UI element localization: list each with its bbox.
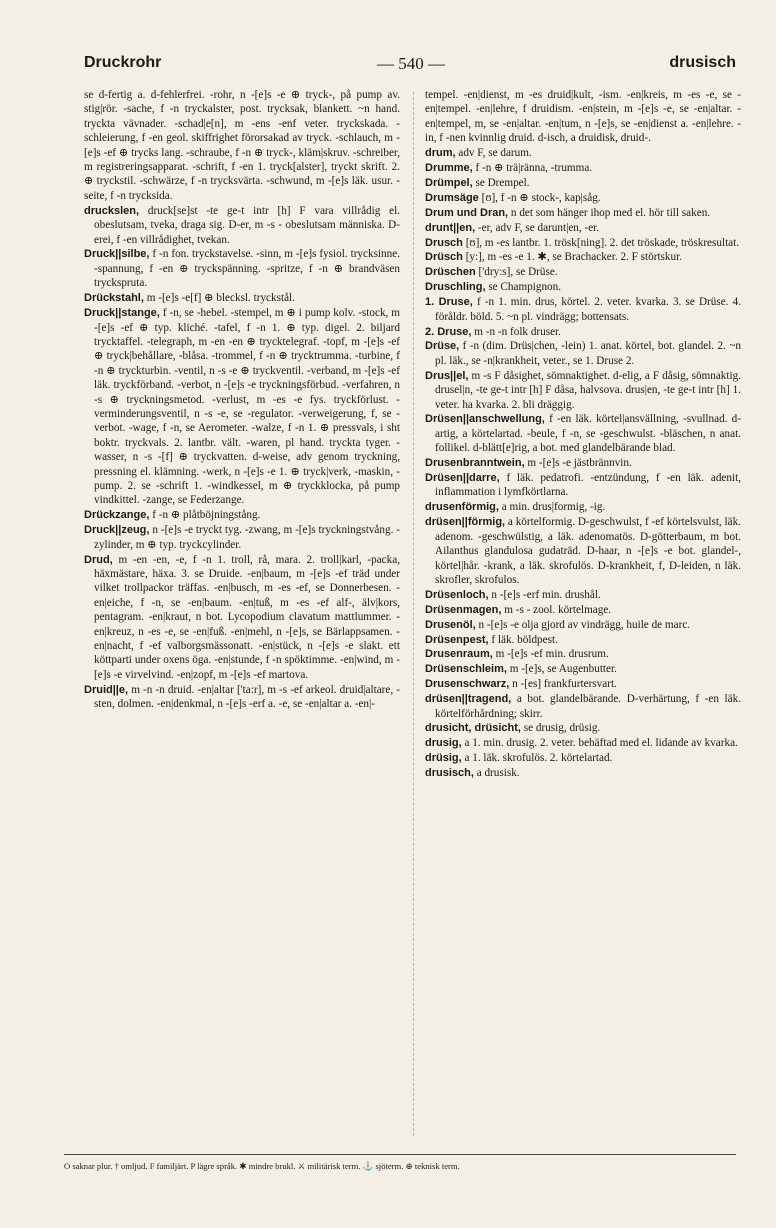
dictionary-entry	[425, 588, 741, 602]
dictionary-entry	[84, 306, 400, 508]
entry-headword: Druck||silbe,	[84, 248, 150, 261]
entry-definition: m -n -n folk druser.	[474, 325, 561, 338]
entry-headword: Drus||el,	[425, 369, 469, 382]
entry-definition: a min. drus|formig, -ig.	[501, 501, 606, 514]
entry-definition: f -n fon. tryckstavelse. -sinn, m -[e]s fysiol. trycksinne. -spannung, f -en ⊕ tryckspänning. -spritze, f -n ⊕ brandväsen tryckspruta.	[94, 248, 400, 290]
entry-definition: m -s F dåsighet, sömnaktighet. d-elig, a F dåsig, sömnaktig. drusel|n, -te ge-t intr [h] F dåsa, halvsova. drus|en, -te ge-t intr [h] 1. veter. ha kvarka. 2. bli dräggig.	[435, 369, 741, 411]
entry-definition: a bot. glandelbärande. D-verhärtung, f -en läk. körtelförhårdning; skirr.	[435, 693, 741, 720]
entry-headword: Drusenraum,	[425, 648, 493, 661]
entry-definition: m -[e]s -e[f] ⊕ blecksl. tryckstål.	[146, 292, 295, 305]
entry-headword: Drückzange,	[84, 509, 150, 522]
page-number: — 540 —	[377, 54, 445, 73]
entry-headword: 1. Druse,	[425, 296, 473, 309]
entry-headword: drusicht, drüsicht,	[425, 722, 521, 735]
entry-headword: drusenförmig,	[425, 501, 499, 514]
entry-definition: f -n ⊕ trä|ränna, -trumma.	[475, 162, 593, 175]
dictionary-entry	[425, 88, 741, 146]
entry-definition: m -[e]s -ef min. drusrum.	[495, 648, 609, 661]
entry-definition: m -[e]s -e jästbrännvin.	[527, 457, 632, 470]
abbreviation-legend: O saknar plur. † omljud. F familjärt. P lägre språk. ✱ mindre brukl. ⚔ militärisk term. ⚓ sjöterm. ⊕ teknisk term.	[64, 1161, 460, 1171]
dictionary-entry	[425, 146, 741, 160]
dictionary-entry	[425, 633, 741, 647]
entry-definition: f -n (dim. Drüs|chen, -lein) 1. anat. körtel, bot. glandel. 2. ~n pl. läk., se -n|krankheit, veter., se 1. Druse 2.	[435, 340, 741, 367]
entry-headword: Drusenbranntwein,	[425, 457, 525, 470]
dictionary-entry	[84, 523, 400, 552]
entry-headword: Druid||e,	[84, 683, 129, 696]
entry-headword: Drumme,	[425, 162, 473, 175]
dictionary-entry	[425, 176, 741, 190]
entry-definition: n -[es] frankfurtersvart.	[512, 678, 617, 691]
dictionary-entry	[425, 412, 741, 455]
dictionary-entry	[84, 508, 400, 522]
entry-headword: drunt||en,	[425, 221, 476, 234]
dictionary-entry	[425, 618, 741, 632]
entry-definition: -er, adv F, se darunt|en, -er.	[477, 221, 600, 234]
entry-headword: Drückstahl,	[84, 292, 144, 305]
entry-headword: Drüsenpest,	[425, 633, 489, 646]
entry-definition: [ʊ], f -n ⊕ stock-, kap|såg.	[481, 191, 601, 204]
dictionary-entry	[425, 603, 741, 617]
dictionary-entry	[425, 369, 741, 412]
dictionary-entry	[425, 736, 741, 750]
dictionary-entry	[425, 191, 741, 205]
entry-headword: drum,	[425, 147, 456, 160]
entry-headword: Druschling,	[425, 281, 486, 294]
dictionary-entry	[425, 250, 741, 264]
entry-headword: drusisch,	[425, 767, 474, 780]
dictionary-entry	[84, 291, 400, 305]
entry-headword: Drüsen||darre,	[425, 472, 500, 485]
entry-headword: Drum und Dran,	[425, 206, 509, 219]
entry-definition: a 1. min. drusig. 2. veter. behäftad med el. lidande av kvarka.	[464, 737, 738, 750]
entry-definition: se drusig, drüsig.	[523, 722, 601, 735]
entry-headword: 2. Druse,	[425, 325, 472, 338]
dictionary-entry	[84, 88, 400, 203]
entry-headword: Drümpel,	[425, 176, 473, 189]
entry-headword: Drumsäge	[425, 191, 479, 204]
entry-definition: f -n 1. min. drus, körtel. 2. veter. kvarka. 3. se Drüse. 4. föråldr. böld. 5. ~n pl. vindrägg; bottensats.	[435, 296, 741, 323]
dictionary-entry	[425, 751, 741, 765]
dictionary-entry	[425, 221, 741, 235]
entry-headword: Drüse,	[425, 340, 460, 353]
entry-definition: ['dry:s], se Drüse.	[478, 266, 558, 279]
entry-headword: Drüsenschleim,	[425, 663, 507, 676]
page-header	[84, 54, 736, 84]
dictionary-entry	[84, 204, 400, 247]
entry-definition: f läk. böldpest.	[491, 633, 558, 646]
left-column	[84, 88, 400, 1148]
entry-headword: Druck||zeug,	[84, 524, 150, 537]
dictionary-entry	[425, 325, 741, 339]
entry-headword: Druck||stange,	[84, 307, 160, 320]
entry-definition: se Champignon.	[488, 281, 562, 294]
dictionary-entry	[84, 247, 400, 290]
dictionary-entry	[425, 677, 741, 691]
entry-definition: n det som hänger ihop med el. hör till saken.	[510, 206, 711, 219]
dictionary-entry	[84, 683, 400, 712]
dictionary-entry	[425, 647, 741, 661]
dictionary-entry	[425, 295, 741, 324]
entry-headword: Drüsch	[425, 251, 463, 264]
dictionary-entry	[425, 471, 741, 500]
entry-definition: m -s - zool. körtelmage.	[504, 603, 612, 616]
entry-headword: Drüsen||anschwellung,	[425, 413, 545, 426]
entry-definition: f läk. pedatrofi. -entzündung, f -en läk. adenit, inflammation i lymfkörtlarna.	[435, 472, 741, 499]
entry-headword: Drusenöl,	[425, 618, 476, 631]
entry-definition: se Drempel.	[475, 176, 530, 189]
entry-definition: a drusisk.	[476, 767, 520, 780]
footer-rule	[64, 1154, 736, 1155]
dictionary-entry	[425, 721, 741, 735]
entry-definition: n -[e]s -e tryckt tyg. -zwang, m -[e]s tryckningstvång. -zylinder, m ⊕ typ. tryckcylinder.	[94, 524, 400, 551]
header-last-entry: drusisch	[669, 54, 736, 71]
entry-headword: drüsen||förmig,	[425, 516, 506, 529]
dictionary-entry	[425, 280, 741, 294]
dictionary-entry	[425, 662, 741, 676]
entry-headword: druckslen,	[84, 204, 140, 217]
dictionary-entry	[425, 236, 741, 250]
dictionary-entry	[425, 456, 741, 470]
entry-definition: adv F, se darum.	[458, 147, 532, 160]
entry-definition: f -n, se -hebel. -stempel, m ⊕ i pump kolv. -stock, m -[e]s -ef ⊕ typ. kliché. -tafel, f -n 1. ⊕ typ. digel. 2. biljard trycktaffel. -telegraph, m -en -en ⊕ trycktelegraf. -topf, m -[e]s -ef ⊕ tryck|behållare, -blåsa. -trommel, f -n ⊕ trycktrumma. -turbine, f -n ⊕ tryckturbin. -ventil, n -s -e ⊕ tryckventil. -verband, m -[e]s -ef läk. tryckförband. -verbot, n -[e]s -e tryckningsförbud. -verfahren, n -s ⊕ tryckningsmetod. -verlust, m -es -e fys. tryckförlust. -verminderungsventil, n -s -e, se -regulator. -verweigerung, f, se -verbot. -wage, f -n, se Aerometer. -walze, f -n 1. ⊕ pressvals, i sht boktr. tryckvals. 2. lantbr. vält. -waren, pl hand. tryckta tyger. -wasser, n -s -[f] ⊕ tryckvatten. d-weise, adv genom tryckning, pressning el. klämning. -werk, n -[e]s -e 1. ⊕ tryck|verk, -maskin, -pump. 2. se -schrift 1. -windkessel, m ⊕ tryckklocka, på pump vindkittel. -zange, se Federzange.	[94, 307, 400, 507]
entry-headword: drusig,	[425, 737, 462, 750]
dictionary-entry	[425, 265, 741, 279]
entry-headword: drüsig,	[425, 752, 462, 765]
entry-headword: Drusch	[425, 236, 463, 249]
dictionary-entry	[425, 515, 741, 587]
dictionary-entry	[425, 500, 741, 514]
entry-headword: Drüsenmagen,	[425, 603, 502, 616]
right-column	[425, 88, 741, 1148]
entry-definition: n -[e]s -erf min. drushål.	[491, 588, 601, 601]
entry-definition: [y:], m -es -e 1. ✱, se Brachacker. 2. F störtskur.	[465, 251, 682, 264]
entry-headword: Drüschen	[425, 266, 476, 279]
entry-definition: m -[e]s, se Augenbutter.	[509, 663, 617, 676]
dictionary-entry	[425, 339, 741, 368]
entry-definition: f -n ⊕ plåtböjningstång.	[152, 509, 261, 522]
entry-definition: a 1. läk. skrofulös. 2. körtelartad.	[464, 752, 613, 765]
dictionary-entry	[84, 553, 400, 683]
header-first-entry: Druckrohr	[84, 54, 162, 71]
dictionary-entry	[425, 692, 741, 721]
entry-definition: [ʊ], m -es lantbr. 1. trösk[ning]. 2. det tröskade, tröskresultat.	[465, 236, 740, 249]
entry-headword: Drüsenloch,	[425, 588, 489, 601]
entry-definition: f -en läk. körtel|ansvällning, -svullnad. d-artig, a körtelartad. -beule, f -n, se -geschwulst. -bläschen, n anat. follikel. d-blätt[e]rig, a bot. med glandelbärande blad.	[435, 413, 741, 455]
entry-definition: a körtelformig. D-geschwulst, f -ef körtelsvulst, läk. adenom. -geschwülstig, a läk. adenomatös. D-götterbaum, m bot. Ailanthus glandulosa gudaträd. D-haar, n -[e]s -e bot. glandel-, körtel|hår. -krank, a läk. skrofulös. D-krankheit, f, D-leiden, n läk. skrofler, skrofulos.	[435, 516, 741, 586]
entry-headword: Drud,	[84, 553, 113, 566]
entry-headword: drüsen||tragend,	[425, 693, 512, 706]
dictionary-entry	[425, 206, 741, 220]
column-divider	[413, 92, 415, 1136]
dictionary-entry	[425, 161, 741, 175]
entry-definition: tempel. -en|dienst, m -es druid|kult, -ism. -en|kreis, m -es -e, se -en|tempel. -en|lehre, f druidism. -en|stein, m -[e]s -e, se -en|altar. -en|tempel, m, se -en|altar. -en|tum, n -[e]s, se -en|dienst a. -en|lehre. -in, f -nen kvinnlig druid. d-isch, a druidisk, druid-.	[425, 89, 741, 145]
dictionary-entry	[425, 766, 741, 780]
entry-definition: m -n -n druid. -en|altar ['ta:r], m -s -ef arkeol. druid|altare, -sten, dolmen. -en|denkmal, n -[e]s -erf a. -e, se -en|altar a. -en|-	[94, 683, 400, 711]
entry-definition: druck[se]st -te ge-t intr [h] F vara villrådig el. obeslutsam, tveka, draga sig. D-er, m -s - obeslutsam människa. D-erei, f -en villrådighet, tvekan.	[94, 204, 400, 246]
entry-definition: n -[e]s -e olja gjord av vindrägg, huile de marc.	[478, 618, 691, 631]
entry-headword: Drusenschwarz,	[425, 678, 510, 691]
entry-definition: se d-fertig a. d-fehlerfrei. -rohr, n -[e]s -e ⊕ tryck-, på pump av. stig|rör. -sache, f -n tryckalster, post. trycksak, blankett. ~n hand. tryckta vävnader. -schad|e[n], m -ens -enf veter. tryckskada. -schleierung, f -en geol. skiffrighet förorsakad av tryck. -schlauch, m -[e]s -ef ⊕ trycks lang. -schraube, f -n ⊕ tryck-, kläm|skruv. -schreiber, m registreringsapparat. -schrift, f -en 1. tryck[alster], tryckt skrift. 2. ⊕ tryckstil. -schwärze, f -n trycksvärta. -schwund, m -[e]s läk. usur. -seite, f -n trycksida.	[84, 89, 400, 202]
entry-definition: m -en -en, -e, f -n 1. troll, rå, mara. 2. troll|karl, -packa, häxmästare, häxa. 3. se Druide. -en|baum, m -[e]s -ef träd under vilket trollpackor träffas. -en|busch, m -es -ef, se Donnerbesen. -en|eiche, f -n, se -en|baum. -en|tuß, m -es -ef alf-, älv|kors, pentagram. -en|kraut, n bot. Lycopodium clavatum mattlummer. -en|kreuz, n -es -e, se -en|fuß. -en|mehl, n -[e]s, se Bärlappsamen. -en|nacht, f -ef valborgsmässonatt. -en|stück, n -[e]s -e slakt. ett köttparti under oxens öga. -en|stunde, f -n spöktimme. -en|wind, m -[e]s -e virvelvind. -en|zopf, m -[e]s -ef martova.	[94, 553, 400, 681]
